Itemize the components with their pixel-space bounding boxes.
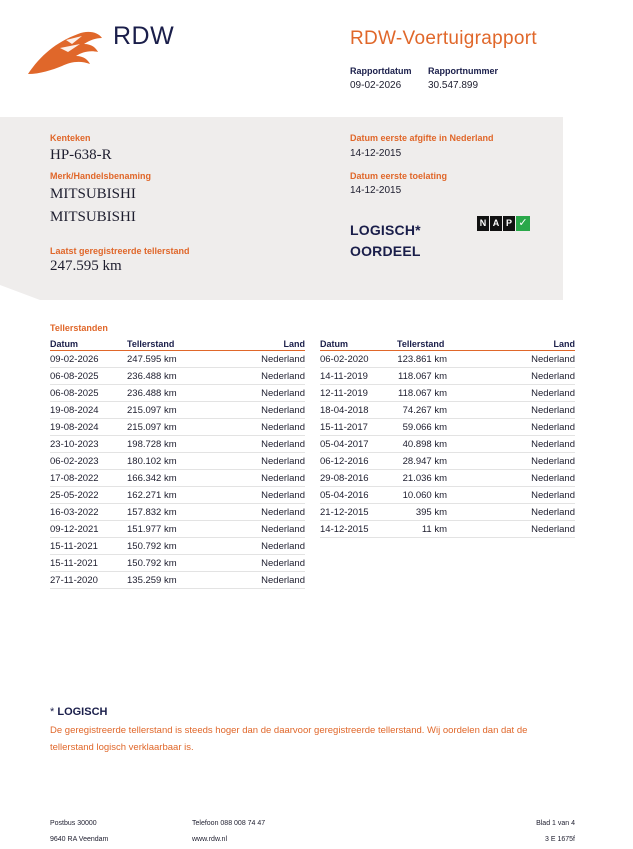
table-header bbox=[320, 339, 575, 351]
reading-country: Nederland bbox=[261, 405, 305, 416]
reading-date: 19-08-2024 bbox=[50, 422, 99, 433]
first-admission-value: 14-12-2015 bbox=[350, 185, 402, 196]
reading-date: 06-12-2016 bbox=[320, 456, 369, 467]
table-row bbox=[320, 453, 575, 470]
table-row bbox=[320, 521, 575, 538]
reading-odometer: 247.595 km bbox=[127, 354, 177, 365]
reading-country: Nederland bbox=[261, 456, 305, 467]
nap-letter-a: A bbox=[490, 216, 502, 231]
reading-date: 06-02-2023 bbox=[50, 456, 99, 467]
table-row bbox=[50, 453, 305, 470]
reading-date: 27-11-2020 bbox=[50, 575, 98, 586]
reading-date: 14-12-2015 bbox=[320, 524, 369, 535]
reading-country: Nederland bbox=[531, 507, 575, 518]
header-country: Land bbox=[283, 339, 305, 349]
reading-odometer: 162.271 km bbox=[127, 490, 177, 501]
reading-date: 23-10-2023 bbox=[50, 439, 99, 450]
first-issue-value: 14-12-2015 bbox=[350, 148, 402, 159]
reading-odometer: 150.792 km bbox=[127, 541, 177, 552]
rdw-logo-icon bbox=[26, 26, 106, 76]
table-row bbox=[320, 385, 575, 402]
table-row bbox=[50, 351, 305, 368]
plate-value: HP-638-R bbox=[50, 147, 112, 163]
reading-odometer: 40.898 km bbox=[402, 439, 447, 450]
reading-date: 06-02-2020 bbox=[320, 354, 369, 365]
reading-odometer: 236.488 km bbox=[127, 371, 177, 382]
note-text: De geregistreerde tellerstand is steeds hoger dan de daarvoor geregistreerde tellerstand. Wij oordelen dan dat de tellerstand logisch verklaarbaar is. bbox=[50, 725, 528, 753]
reading-country: Nederland bbox=[261, 422, 305, 433]
table-row bbox=[50, 419, 305, 436]
plate-label: Kenteken bbox=[50, 133, 91, 143]
reading-odometer: 180.102 km bbox=[127, 456, 177, 467]
table-row bbox=[50, 555, 305, 572]
last-odo-value: 247.595 km bbox=[50, 258, 122, 274]
reading-country: Nederland bbox=[531, 439, 575, 450]
brand-label: Merk/Handelsbenaming bbox=[50, 171, 152, 181]
reading-country: Nederland bbox=[531, 456, 575, 467]
table-row bbox=[50, 538, 305, 555]
table-header bbox=[50, 339, 305, 351]
table-row bbox=[50, 470, 305, 487]
table-row bbox=[320, 419, 575, 436]
reading-date: 18-04-2018 bbox=[320, 405, 369, 416]
readings-table-right bbox=[320, 339, 575, 538]
footer-postbus: Postbus 30000 bbox=[50, 820, 97, 827]
reading-odometer: 118.067 km bbox=[398, 371, 447, 382]
reading-date: 29-08-2016 bbox=[320, 473, 369, 484]
verdict-line-1: LOGISCH* bbox=[350, 222, 421, 238]
header-odo: Tellerstand bbox=[127, 339, 175, 349]
reading-date: 25-05-2022 bbox=[50, 490, 99, 501]
reading-odometer: 215.097 km bbox=[127, 422, 177, 433]
table-row bbox=[320, 351, 575, 368]
report-number: 30.547.899 bbox=[428, 80, 479, 91]
logo-text: RDW bbox=[113, 22, 175, 50]
reading-odometer: 157.832 km bbox=[127, 507, 177, 518]
reading-odometer: 28.947 km bbox=[402, 456, 447, 467]
reading-date: 17-08-2022 bbox=[50, 473, 99, 484]
note-title bbox=[50, 706, 107, 718]
reading-date: 15-11-2017 bbox=[320, 422, 368, 433]
footer-code: 3 E 1675f bbox=[545, 836, 575, 843]
reading-odometer: 21.036 km bbox=[402, 473, 447, 484]
footer-page: Blad 1 van 4 bbox=[536, 820, 575, 827]
report-title: RDW-Voertuigrapport bbox=[350, 28, 537, 49]
reading-country: Nederland bbox=[261, 524, 305, 535]
header-date: Datum bbox=[320, 339, 349, 349]
table-row bbox=[50, 436, 305, 453]
nap-letter-n: N bbox=[477, 216, 489, 231]
reading-odometer: 236.488 km bbox=[127, 388, 177, 399]
reading-country: Nederland bbox=[261, 371, 305, 382]
table-row bbox=[50, 487, 305, 504]
table-row bbox=[50, 368, 305, 385]
reading-date: 15-11-2021 bbox=[50, 541, 98, 552]
reading-odometer: 215.097 km bbox=[127, 405, 177, 416]
trade-name-value: MITSUBISHI bbox=[50, 209, 136, 225]
reading-date: 16-03-2022 bbox=[50, 507, 99, 518]
header-odo: Tellerstand bbox=[397, 339, 445, 349]
reading-date: 05-04-2017 bbox=[320, 439, 369, 450]
check-icon: ✓ bbox=[516, 216, 530, 231]
reading-country: Nederland bbox=[531, 524, 575, 535]
brand-value: MITSUBISHI bbox=[50, 186, 136, 202]
first-issue-label: Datum eerste afgifte in Nederland bbox=[350, 133, 494, 143]
header-country: Land bbox=[553, 339, 575, 349]
table-row bbox=[320, 368, 575, 385]
nap-letter-p: P bbox=[503, 216, 515, 231]
reading-country: Nederland bbox=[261, 541, 305, 552]
footer-website-link[interactable]: www.rdw.nl bbox=[192, 836, 228, 843]
readings-table-left bbox=[50, 339, 305, 589]
reading-date: 15-11-2021 bbox=[50, 558, 98, 569]
footer-postcode: 9640 RA Veendam bbox=[50, 836, 109, 843]
reading-date: 06-08-2025 bbox=[50, 388, 99, 399]
reading-date: 05-04-2016 bbox=[320, 490, 369, 501]
reading-odometer: 151.977 km bbox=[127, 524, 177, 535]
nap-logo bbox=[477, 216, 533, 240]
last-odo-label: Laatst geregistreerde tellerstand bbox=[50, 246, 190, 256]
table-row bbox=[50, 402, 305, 419]
reading-country: Nederland bbox=[531, 371, 575, 382]
reading-odometer: 118.067 km bbox=[398, 388, 447, 399]
reading-country: Nederland bbox=[261, 507, 305, 518]
reading-odometer: 59.066 km bbox=[402, 422, 447, 433]
table-row bbox=[320, 436, 575, 453]
reading-odometer: 198.728 km bbox=[127, 439, 177, 450]
first-admission-label: Datum eerste toelating bbox=[350, 171, 448, 181]
reading-country: Nederland bbox=[261, 388, 305, 399]
reading-date: 06-08-2025 bbox=[50, 371, 99, 382]
footer-phone: Telefoon 088 008 74 47 bbox=[192, 820, 266, 827]
readings-title: Tellerstanden bbox=[50, 323, 108, 333]
reading-country: Nederland bbox=[261, 354, 305, 365]
reading-date: 09-02-2026 bbox=[50, 354, 99, 365]
reading-date: 12-11-2019 bbox=[320, 388, 368, 399]
report-date-label: Rapportdatum bbox=[350, 66, 412, 76]
note-star: * bbox=[50, 706, 55, 718]
table-row bbox=[320, 470, 575, 487]
table-row bbox=[50, 504, 305, 521]
reading-country: Nederland bbox=[531, 388, 575, 399]
reading-country: Nederland bbox=[261, 558, 305, 569]
table-row bbox=[320, 402, 575, 419]
reading-country: Nederland bbox=[531, 490, 575, 501]
reading-country: Nederland bbox=[531, 473, 575, 484]
reading-odometer: 10.060 km bbox=[402, 490, 447, 501]
reading-country: Nederland bbox=[261, 490, 305, 501]
reading-odometer: 395 km bbox=[415, 507, 447, 518]
reading-odometer: 11 km bbox=[421, 524, 447, 535]
reading-date: 19-08-2024 bbox=[50, 405, 99, 416]
table-row bbox=[50, 521, 305, 538]
reading-country: Nederland bbox=[531, 405, 575, 416]
reading-odometer: 74.267 km bbox=[402, 405, 447, 416]
reading-odometer: 150.792 km bbox=[127, 558, 177, 569]
table-row bbox=[320, 504, 575, 521]
reading-date: 14-11-2019 bbox=[320, 371, 368, 382]
verdict-line-2: OORDEEL bbox=[350, 243, 421, 259]
report-date: 09-02-2026 bbox=[350, 80, 402, 91]
reading-country: Nederland bbox=[531, 354, 575, 365]
reading-odometer: 166.342 km bbox=[127, 473, 177, 484]
reading-date: 09-12-2021 bbox=[50, 524, 99, 535]
reading-odometer: 123.861 km bbox=[397, 354, 447, 365]
table-row bbox=[320, 487, 575, 504]
note-title-text: LOGISCH bbox=[57, 706, 108, 718]
table-row bbox=[50, 385, 305, 402]
reading-date: 21-12-2015 bbox=[320, 507, 369, 518]
reading-odometer: 135.259 km bbox=[127, 575, 177, 586]
reading-country: Nederland bbox=[261, 439, 305, 450]
reading-country: Nederland bbox=[261, 473, 305, 484]
header-date: Datum bbox=[50, 339, 79, 349]
reading-country: Nederland bbox=[261, 575, 305, 586]
table-row bbox=[50, 572, 305, 589]
reading-country: Nederland bbox=[531, 422, 575, 433]
report-number-label: Rapportnummer bbox=[428, 66, 499, 76]
